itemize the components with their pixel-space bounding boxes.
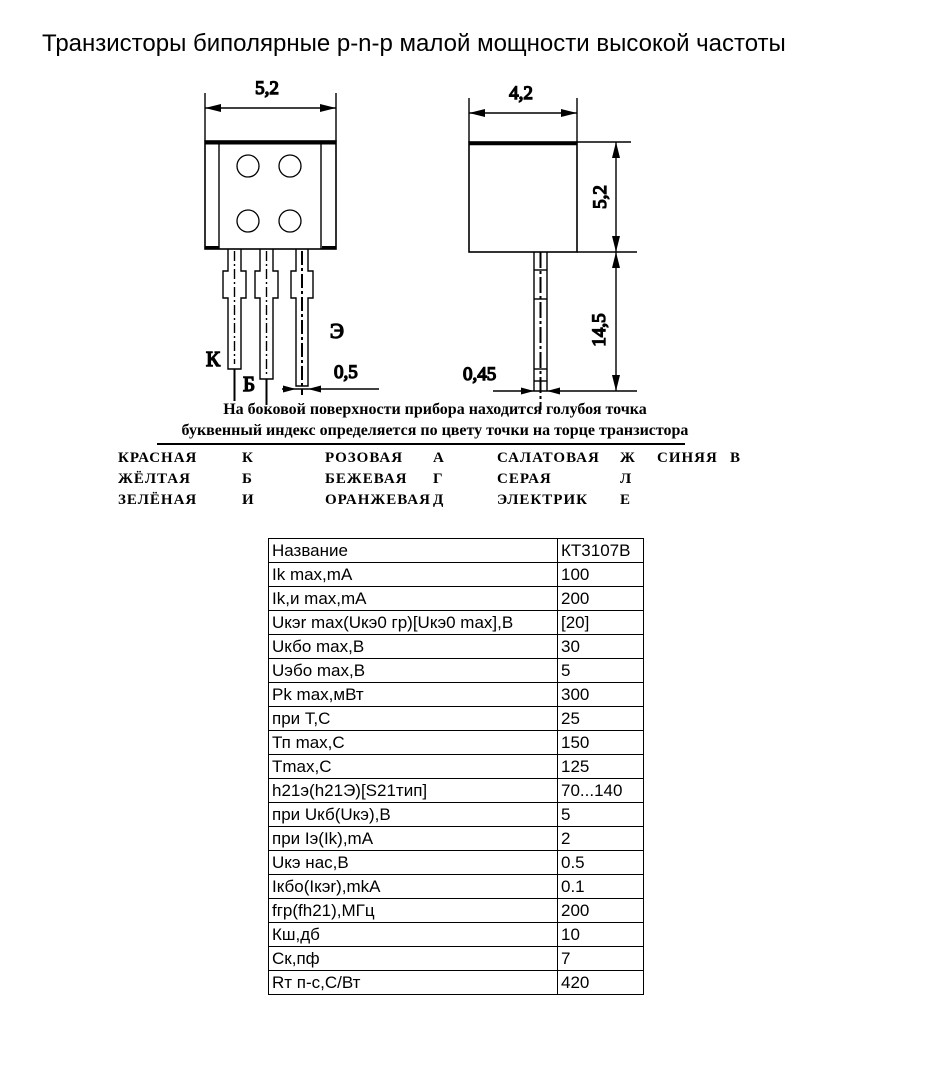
param-value: 200 bbox=[558, 899, 644, 923]
table-row bbox=[269, 755, 644, 779]
legend-color-name: ОРАНЖЕВАЯ bbox=[325, 492, 431, 508]
legend-color-code: А bbox=[433, 450, 445, 466]
param-label: Uкэ нас,В bbox=[269, 851, 558, 875]
table-row bbox=[269, 563, 644, 587]
param-value: 30 bbox=[558, 635, 644, 659]
legend-color-name: ЗЕЛЁНАЯ bbox=[118, 492, 198, 508]
param-label: Тп max,С bbox=[269, 731, 558, 755]
param-label: Pk max,мВт bbox=[269, 683, 558, 707]
side-view-drawing bbox=[463, 83, 637, 410]
param-label: Uкбо max,В bbox=[269, 635, 558, 659]
marking-note-line2: буквенный индекс определяется по цвету точки на торце транзистора bbox=[181, 422, 689, 439]
marking-notes bbox=[130, 399, 740, 441]
legend-color-code: Б bbox=[242, 471, 253, 487]
table-row bbox=[269, 803, 644, 827]
param-label: Ск,пф bbox=[269, 947, 558, 971]
param-value: 100 bbox=[558, 563, 644, 587]
marking-note-line1: На боковой поверхности прибора находится голубоя точка bbox=[223, 401, 647, 418]
param-value: 5 bbox=[558, 659, 644, 683]
param-label: при Т,С bbox=[269, 707, 558, 731]
side-depth-dim-label: 4,2 bbox=[509, 83, 533, 104]
legend-color-code: Д bbox=[433, 492, 445, 508]
param-label: Uэбо max,В bbox=[269, 659, 558, 683]
front-view-lead-emitter bbox=[291, 249, 313, 395]
parameters-table bbox=[268, 538, 644, 995]
legend-color-name: САЛАТОВАЯ bbox=[497, 450, 600, 466]
front-view-drawing bbox=[205, 78, 379, 405]
param-value: [20] bbox=[558, 611, 644, 635]
side-lead-thickness-dim-label: 0,45 bbox=[463, 364, 497, 385]
param-value: 420 bbox=[558, 971, 644, 995]
front-width-dim-label: 5,2 bbox=[255, 78, 279, 99]
param-label: Tmax,С bbox=[269, 755, 558, 779]
table-row bbox=[269, 611, 644, 635]
side-height-dim-label: 5,2 bbox=[590, 185, 611, 209]
param-label: при Uкб(Uкэ),В bbox=[269, 803, 558, 827]
param-label: Iкбо(Iкэr),mkA bbox=[269, 875, 558, 899]
legend-color-name: РОЗОВАЯ bbox=[325, 450, 404, 466]
param-label: Uкэr max(Uкэ0 гр)[Uкэ0 max],В bbox=[269, 611, 558, 635]
param-label: Ik max,mA bbox=[269, 563, 558, 587]
legend-color-code: Л bbox=[620, 471, 633, 487]
table-row bbox=[269, 875, 644, 899]
param-label: Название bbox=[269, 539, 558, 563]
legend-color-name: СИНЯЯ bbox=[657, 450, 718, 466]
table-row bbox=[269, 635, 644, 659]
table-row bbox=[269, 779, 644, 803]
legend-color-code: К bbox=[242, 450, 254, 466]
param-value: 70...140 bbox=[558, 779, 644, 803]
param-value: 150 bbox=[558, 731, 644, 755]
legend-color-code: В bbox=[730, 450, 742, 466]
param-value: 10 bbox=[558, 923, 644, 947]
pin-label-collector: К bbox=[206, 347, 221, 371]
legend-color-code: И bbox=[242, 492, 255, 508]
legend-color-code: Е bbox=[620, 492, 632, 508]
pin-label-emitter: Э bbox=[330, 319, 344, 343]
table-row bbox=[269, 851, 644, 875]
param-label: Rт п-с,С/Вт bbox=[269, 971, 558, 995]
table-row bbox=[269, 971, 644, 995]
table-row bbox=[269, 539, 644, 563]
legend-color-name: БЕЖЕВАЯ bbox=[325, 471, 408, 487]
param-value: 2 bbox=[558, 827, 644, 851]
param-label: при Iэ(Ik),mA bbox=[269, 827, 558, 851]
param-value: 5 bbox=[558, 803, 644, 827]
page-title: Транзисторы биполярные p-n-p малой мощности высокой частоты bbox=[42, 30, 786, 57]
table-row bbox=[269, 587, 644, 611]
side-view-lead bbox=[534, 252, 547, 410]
param-value: 0.1 bbox=[558, 875, 644, 899]
table-row bbox=[269, 899, 644, 923]
front-lead-width-dim-label: 0,5 bbox=[334, 362, 358, 383]
param-value: 200 bbox=[558, 587, 644, 611]
legend-color-name: КРАСНАЯ bbox=[118, 450, 198, 466]
pin-label-base: Б bbox=[243, 372, 256, 396]
package-drawings bbox=[0, 75, 932, 415]
param-label: fгр(fh21),МГц bbox=[269, 899, 558, 923]
legend-color-name: ЖЁЛТАЯ bbox=[118, 471, 191, 487]
param-value: 300 bbox=[558, 683, 644, 707]
param-value: 0.5 bbox=[558, 851, 644, 875]
table-row bbox=[269, 659, 644, 683]
table-row bbox=[269, 827, 644, 851]
table-row bbox=[269, 707, 644, 731]
legend-color-name: ЭЛЕКТРИК bbox=[497, 492, 588, 508]
legend-color-code: Ж bbox=[620, 450, 636, 466]
side-lead-length-dim-label: 14,5 bbox=[589, 313, 610, 347]
param-value: 25 bbox=[558, 707, 644, 731]
table-row bbox=[269, 731, 644, 755]
front-view-holes bbox=[237, 155, 301, 232]
param-value: КТ3107В bbox=[558, 539, 644, 563]
legend-color-name: СЕРАЯ bbox=[497, 471, 552, 487]
param-label: Кш,дб bbox=[269, 923, 558, 947]
legend-color-code: Г bbox=[433, 471, 444, 487]
table-row bbox=[269, 923, 644, 947]
param-value: 7 bbox=[558, 947, 644, 971]
table-row bbox=[269, 947, 644, 971]
param-value: 125 bbox=[558, 755, 644, 779]
table-row bbox=[269, 683, 644, 707]
front-view-lead-base bbox=[255, 249, 278, 405]
param-label: Ik,и max,mA bbox=[269, 587, 558, 611]
separator-line bbox=[157, 443, 685, 445]
param-label: h21э(h21Э)[S21тип] bbox=[269, 779, 558, 803]
